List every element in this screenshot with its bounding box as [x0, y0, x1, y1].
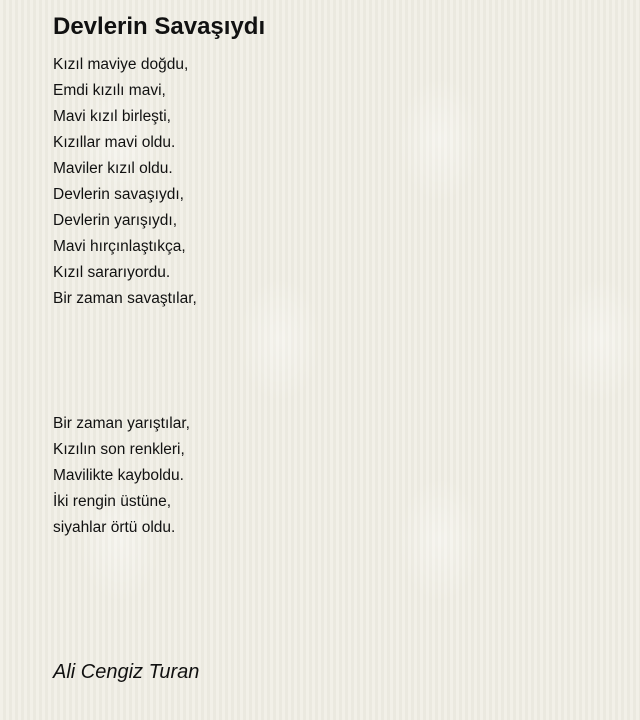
poem-line: Devlerin savaşıydı,	[53, 186, 184, 203]
poem-line: Emdi kızılı mavi,	[53, 82, 166, 99]
poem-line: Bir zaman yarıştılar,	[53, 415, 190, 432]
stanza-1	[53, 52, 197, 312]
poem-line: Kızıllar mavi oldu.	[53, 134, 176, 151]
poem-title: Devlerin Savaşıydı	[53, 13, 266, 40]
poem-line: Kızılın son renkleri,	[53, 441, 185, 458]
poem-line: Bir zaman savaştılar,	[53, 290, 197, 307]
poem-line: Kızıl maviye doğdu,	[53, 56, 189, 73]
poem-line: Mavilikte kayboldu.	[53, 467, 184, 484]
poem-line: Maviler kızıl oldu.	[53, 160, 173, 177]
poem-author: Ali Cengiz Turan	[53, 661, 200, 683]
poem-line: Devlerin yarışıydı,	[53, 212, 178, 229]
poem-line: siyahlar örtü oldu.	[53, 519, 176, 536]
poem-line: İki rengin üstüne,	[53, 493, 172, 510]
poem-line: Kızıl sararıyordu.	[53, 264, 171, 281]
poem-line: Mavi kızıl birleşti,	[53, 108, 171, 125]
stanza-2	[53, 411, 190, 541]
poem-line: Mavi hırçınlaştıkça,	[53, 238, 186, 255]
